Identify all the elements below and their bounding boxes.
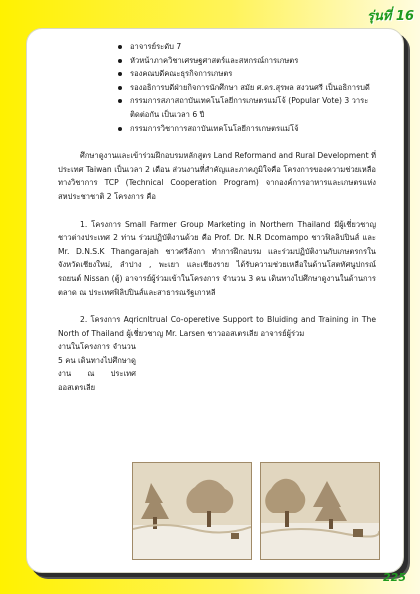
- list-item: กรรมการวิชาการสถาบันเทคโนโลยีการเกษตรแม่โจ้: [116, 122, 376, 136]
- project2-block: [58, 313, 376, 395]
- position-list: [116, 40, 376, 135]
- photo-scene-icon: [133, 463, 251, 559]
- project2-paragraph: 2. โครงการ Aqricnltrual Co-operetive Support to Bluiding and Training in The North of Thailand ผู้เชี่ยวชาญ Mr. Larsen ชาวออสเตรเลีย อาจารย์ผู้ร่วม: [58, 315, 376, 338]
- study-trip-photo: [132, 462, 252, 560]
- list-item: หัวหน้าภาควิชาเศรษฐศาสตร์และสหกรณ์การเกษตร: [116, 54, 376, 68]
- list-item: รองอธิการบดีฝ่ายกิจการนักศึกษา สมัย ศ.ดร.สุรพล สงวนศรี เป็นอธิการบดี: [116, 81, 376, 95]
- photo-group: [132, 462, 380, 560]
- intro-paragraph: ศึกษาดูงานและเข้าร่วมฝึกอบรมหลักสูตร Land Reformand and Rural Development ที่ประเทศ Taiwan เป็นเวลา 2 เดือน ส่วนงานที่สำคัญและภาคภูมิใจคือ โครงการของความช่วยเหลือทางวิชาการ TCP (Technical Cooperation Program) จากองค์การอาหารและเกษตรแห่งสหประชาชาติ 2 โครงการ คือ: [58, 151, 376, 201]
- project1-paragraph: 1. โครงการ Small Farmer Group Marketing in Northern Thailand มีผู้เชี่ยวชาญชาวต่างประเทศ 2 ท่าน ร่วมปฏิบัติงานด้วย คือ Prof. Dr. N.R Dcomampo ชาวฟิลลิปปินส์ และ Mr. D.N.S.K Thangarajah ชาวศรีลังกา ทำการฝึกอบรม และร่วมปฏิบัติงานกับเกษตรกรใน จังหวัดเชียงใหม่, ลำปาง , พะเยา และเชียงราย ได้รับความช่วยเหลือในด้านโสตทัศนูปกรณ์ รถยนต์ Nissan (ตู้) อาจารย์ผู้ร่วมเข้าในโครงการ จำนวน 3 คน เดินทางไปศึกษาดูงานในด้านการตลาด ณ ประเทศฟิลิปปินส์และสาธารณรัฐเกาหลี: [58, 219, 376, 297]
- list-item: กรรมการสภาสถาบันเทคโนโลยีการเกษตรแม่โจ้ (Popular Vote) 3 วาระติดต่อกัน เป็นเวลา 6 ปี: [116, 94, 376, 121]
- project2-paragraph-tail: งานในโครงการ จำนวน 5 คน เดินทางไปศึกษาดูงาน ณ ประเทศออสเตรเลีย: [58, 342, 136, 393]
- photo-scene-icon: [261, 463, 379, 559]
- edition-badge: รุ่นที่ 16: [366, 9, 414, 24]
- study-trip-photo: [260, 462, 380, 560]
- list-item: อาจารย์ระดับ 7: [116, 40, 376, 54]
- page-number: 225: [383, 571, 406, 584]
- list-item: รองคณบดีคณะธุรกิจการเกษตร: [116, 67, 376, 81]
- main-content: [58, 40, 376, 395]
